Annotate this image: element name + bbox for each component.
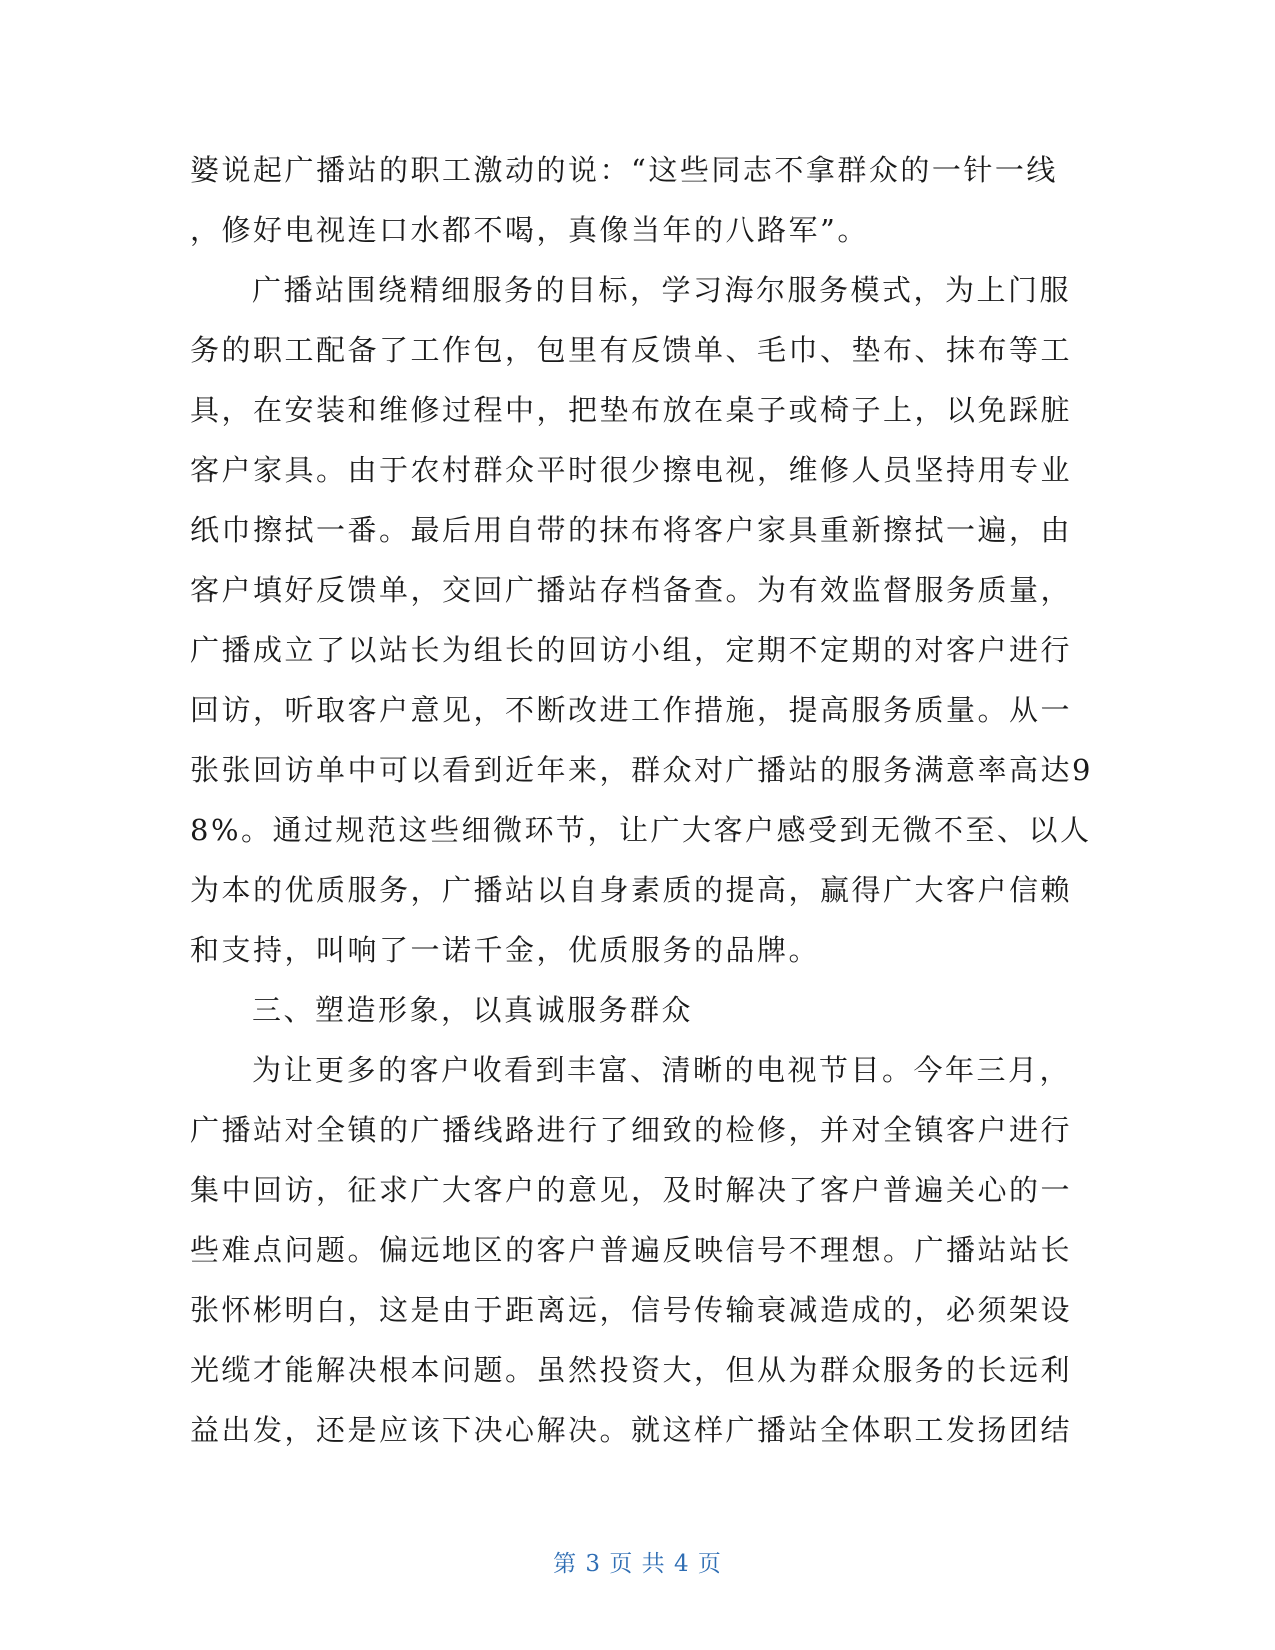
text-line: 客户填好反馈单，交回广播站存档备查。为有效监督服务质量， [190, 573, 1073, 607]
text-line: 8%。通过规范这些细微环节，让广大客户感受到无微不至、以人 [190, 813, 1092, 847]
text-line: 些难点问题。偏远地区的客户普遍反映信号不理想。广播站站长 [190, 1233, 1073, 1267]
text-line: 务的职工配备了工作包，包里有反馈单、毛巾、垫布、抹布等工 [190, 333, 1073, 367]
text-line: ，修好电视连口水都不喝，真像当年的八路军”。 [190, 213, 869, 247]
text-line: 广播成立了以站长为组长的回访小组，定期不定期的对客户进行 [190, 633, 1073, 667]
text-line: 张张回访单中可以看到近年来，群众对广播站的服务满意率高达9 [190, 753, 1093, 787]
page-footer [0, 1545, 1275, 1578]
text-line: 为本的优质服务，广播站以自身素质的提高，赢得广大客户信赖 [190, 873, 1073, 907]
paragraph-start-line: 广播站围绕精细服务的目标，学习海尔服务模式，为上门服 [252, 273, 1072, 307]
text-line: 纸巾擦拭一番。最后用自带的抹布将客户家具重新擦拭一遍，由 [190, 513, 1073, 547]
paragraph-start-line: 为让更多的客户收看到丰富、清晰的电视节目。今年三月， [252, 1053, 1072, 1087]
text-line: 婆说起广播站的职工激动的说：“这些同志不拿群众的一针一线 [190, 153, 1058, 187]
section-heading: 三、塑造形象，以真诚服务群众 [252, 993, 694, 1027]
body-text [190, 140, 1093, 1460]
text-line: 张怀彬明白，这是由于距离远，信号传输衰减造成的，必须架设 [190, 1293, 1073, 1327]
text-line: 光缆才能解决根本问题。虽然投资大，但从为群众服务的长远利 [190, 1353, 1073, 1387]
text-line: 客户家具。由于农村群众平时很少擦电视，维修人员坚持用专业 [190, 453, 1073, 487]
text-line: 和支持，叫响了一诺千金，优质服务的品牌。 [190, 933, 821, 967]
text-line: 广播站对全镇的广播线路进行了细致的检修，并对全镇客户进行 [190, 1113, 1073, 1147]
text-line: 具，在安装和维修过程中，把垫布放在桌子或椅子上，以免踩脏 [190, 393, 1073, 427]
page-number-label: 第 3 页 共 4 页 [553, 1551, 722, 1577]
text-line: 益出发，还是应该下决心解决。就这样广播站全体职工发扬团结 [190, 1413, 1073, 1447]
text-line: 回访，听取客户意见，不断改进工作措施，提高服务质量。从一 [190, 693, 1073, 727]
text-line: 集中回访，征求广大客户的意见，及时解决了客户普遍关心的一 [190, 1173, 1073, 1207]
